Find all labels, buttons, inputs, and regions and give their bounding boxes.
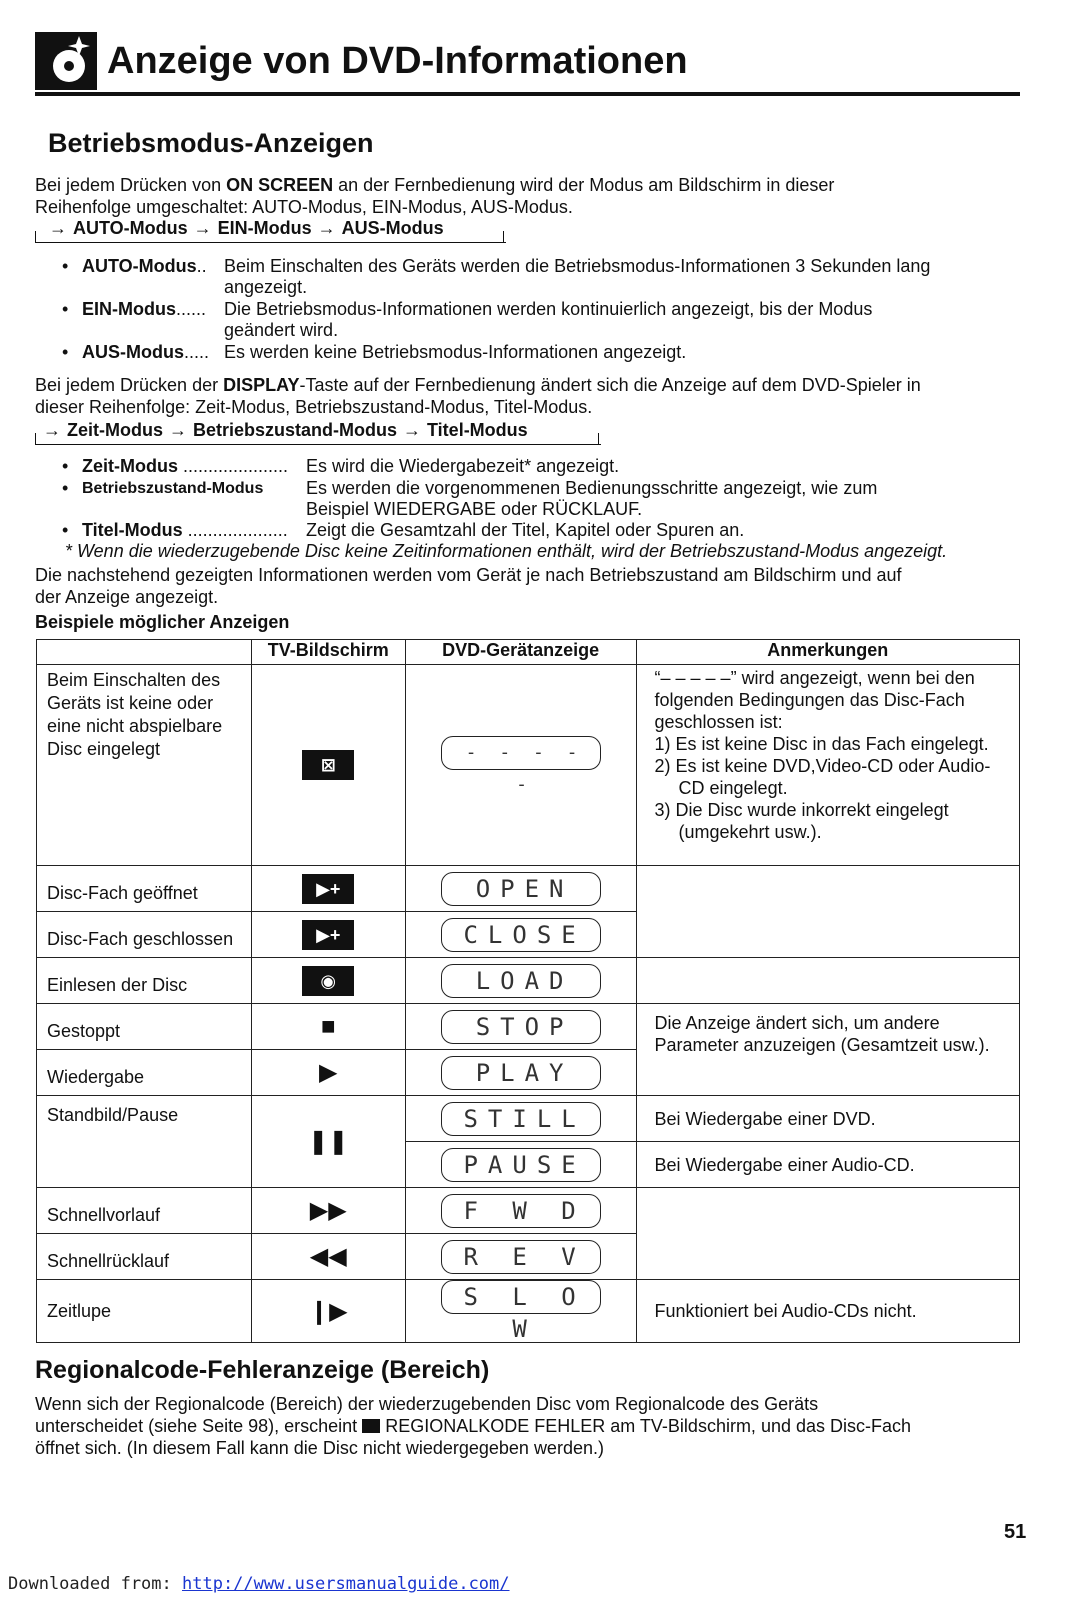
state-cell: Disc-Fach geöffnet xyxy=(37,866,252,912)
header-rule xyxy=(35,92,1020,96)
col-header-tv: TV-Bildschirm xyxy=(251,640,405,665)
term-leader: ...... xyxy=(176,299,207,319)
bullet-term xyxy=(82,456,288,477)
cycle-step-zeit: Zeit-Modus xyxy=(67,420,163,440)
desc-line: angezeigt. xyxy=(224,277,308,297)
bullet-dot: • xyxy=(62,299,69,319)
term-leader: .. xyxy=(196,256,207,276)
lcd-display: PAUSE xyxy=(441,1148,601,1182)
page-number: 51 xyxy=(1004,1521,1027,1543)
bullet-term xyxy=(82,478,263,499)
regionalcode-paragraph xyxy=(35,1393,1025,1459)
dvd-cell xyxy=(405,1096,636,1142)
intro-paragraph xyxy=(35,174,1025,218)
tv-cell xyxy=(251,958,405,1004)
dvd-cell xyxy=(405,665,636,866)
bullet-titel-modus xyxy=(62,520,1022,541)
lcd-display: CLOSE xyxy=(441,918,601,952)
cycle-loop-end xyxy=(503,231,504,242)
desc-line: geändert wird. xyxy=(224,320,339,340)
rewind-icon: ◀◀ xyxy=(309,1243,347,1270)
bullet-desc xyxy=(306,478,877,520)
cycle-step-aus: AUS-Modus xyxy=(341,218,444,238)
cycle-step-betriebszustand: Betriebszustand-Modus xyxy=(193,420,398,440)
display-text-c: dieser Reihenfolge: Zeit-Modus, Betriebszustand-Modus, Titel-Modus. xyxy=(35,397,593,417)
note-item: 2) Es ist keine DVD,Video-CD oder Audio-CD eingelegt. xyxy=(654,756,991,798)
bullet-zeit-modus xyxy=(62,456,1022,477)
lcd-display: - - - - - xyxy=(441,736,601,770)
state-cell: Beim Einschalten des Geräts ist keine oder eine nicht abspielbare Disc eingelegt xyxy=(37,665,252,866)
lcd-display: R E V xyxy=(441,1240,601,1274)
term-label: AUTO-Modus xyxy=(82,256,197,276)
display-text-b: -Taste auf der Fernbedienung ändert sich die Anzeige auf dem DVD-Spieler in xyxy=(299,375,921,395)
dvd-cell xyxy=(405,958,636,1004)
footnote: * Wenn die wiederzugebende Disc keine Zeitinformationen enthält, wird der Betriebszustand-Modus angezeigt. xyxy=(65,541,948,561)
intro-text-a: Bei jedem Drücken von xyxy=(35,175,227,195)
col-header-dvd: DVD-Gerätanzeige xyxy=(405,640,636,665)
desc-line: Es wird die Wiedergabezeit* angezeigt. xyxy=(306,456,620,476)
no-disc-icon: ⊠ xyxy=(302,750,354,780)
bullet-dot: • xyxy=(62,478,69,498)
desc-line: Beim Einschalten des Geräts werden die Betriebsmodus-Informationen 3 Sekunden lang xyxy=(224,256,931,276)
term-leader: ..... xyxy=(184,342,210,362)
note-text: “– – – – –” wird angezeigt, wenn bei den folgenden Bedingungen das Disc-Fach geschlossen ist: xyxy=(654,668,975,732)
desc-line: Zeigt die Gesamtzahl der Titel, Kapitel oder Spuren an. xyxy=(306,520,745,540)
table-row xyxy=(37,665,1020,866)
tv-cell xyxy=(251,665,405,866)
dvd-cell xyxy=(405,1188,636,1234)
desc-line: Beispiel WIEDERGABE oder RÜCKLAUF. xyxy=(306,499,643,519)
disc-info-icon xyxy=(35,32,97,90)
bullet-desc xyxy=(224,256,930,298)
table-intro xyxy=(35,564,1025,608)
cycle-step-titel: Titel-Modus xyxy=(427,420,528,440)
note-item: 3) Die Disc wurde inkorrekt eingelegt (umgekehrt usw.). xyxy=(654,800,949,842)
col-header-notes: Anmerkungen xyxy=(636,640,1019,665)
state-cell: Einlesen der Disc xyxy=(37,958,252,1004)
note-cell: Bei Wiedergabe einer DVD. xyxy=(636,1096,1019,1142)
note-item: 1) Es ist keine Disc in das Fach eingelegt. xyxy=(654,734,989,754)
tv-cell xyxy=(251,866,405,912)
mode-cycle-flow xyxy=(35,218,505,244)
cycle-steps: → AUTO-Modus → EIN-Modus → AUS-Modus xyxy=(49,218,444,238)
table-row xyxy=(37,1096,1020,1142)
bullet-dot: • xyxy=(62,256,69,276)
disc-loading-icon: ◉ xyxy=(302,966,354,996)
tray-close-icon: ▶+ xyxy=(302,920,354,950)
desc-line: Es werden keine Betriebsmodus-Informationen angezeigt. xyxy=(224,342,687,362)
table-row xyxy=(37,866,1020,912)
slow-motion-icon: ❙▶ xyxy=(308,1297,348,1325)
term-label: Betriebszustand-Modus xyxy=(82,480,264,497)
tray-open-icon: ▶+ xyxy=(302,874,354,904)
note-cell xyxy=(636,665,1019,866)
intro-text-b: an der Fernbedienung wird der Modus am Bildschirm in dieser xyxy=(333,175,835,195)
tv-cell xyxy=(251,1280,405,1343)
intro-text-c: Reihenfolge umgeschaltet: AUTO-Modus, EIN-Modus, AUS-Modus. xyxy=(35,197,573,217)
region-text-line: öffnet sich. (In diesem Fall kann die Disc nicht wiedergegeben werden.) xyxy=(35,1438,604,1458)
term-label: Zeit-Modus xyxy=(82,456,178,476)
term-label: EIN-Modus xyxy=(82,299,176,319)
table-row xyxy=(37,1280,1020,1343)
state-cell: Schnellvorlauf xyxy=(37,1188,252,1234)
tv-cell xyxy=(251,912,405,958)
bullet-dot: • xyxy=(62,456,69,476)
dvd-cell xyxy=(405,1050,636,1096)
tv-cell xyxy=(251,1234,405,1280)
lcd-display: OPEN xyxy=(441,872,601,906)
bullet-term xyxy=(82,342,209,363)
table-row xyxy=(37,1004,1020,1050)
bullet-aus-modus xyxy=(62,342,1022,363)
display-text-a: Bei jedem Drücken der xyxy=(35,375,224,395)
note-cell-empty xyxy=(636,1188,1019,1280)
cycle-step-ein: EIN-Modus xyxy=(217,218,312,238)
bullet-desc xyxy=(224,342,686,363)
term-label: AUS-Modus xyxy=(82,342,184,362)
term-leader: .................... xyxy=(182,520,288,540)
page-title: Anzeige von DVD-Informationen xyxy=(107,40,688,82)
table-intro-line: Die nachstehend gezeigten Informationen werden vom Gerät je nach Betriebszustand am Bildschirm und auf xyxy=(35,565,902,585)
cycle-loop-end xyxy=(598,433,599,444)
display-examples-table xyxy=(36,639,1020,1343)
section-title-betriebsmodus: Betriebsmodus-Anzeigen xyxy=(48,128,374,158)
region-text-line: Wenn sich der Regionalcode (Bereich) der wiederzugebenden Disc vom Regionalcode des Geräts xyxy=(35,1394,819,1414)
lcd-display: F W D xyxy=(441,1194,601,1228)
lcd-display: S L O W xyxy=(441,1280,601,1314)
state-cell: Standbild/Pause xyxy=(37,1096,252,1188)
col-header-state xyxy=(37,640,252,665)
page-header xyxy=(35,28,1020,94)
examples-title: Beispiele möglicher Anzeigen xyxy=(35,612,290,632)
table-row xyxy=(37,958,1020,1004)
display-cycle-flow xyxy=(35,420,600,446)
bullet-term xyxy=(82,299,206,320)
state-cell: Gestoppt xyxy=(37,1004,252,1050)
desc-line: Es werden die vorgenommenen Bedienungsschritte angezeigt, wie zum xyxy=(306,478,878,498)
bullet-dot: • xyxy=(62,520,69,540)
tv-cell xyxy=(251,1050,405,1096)
bullet-ein-modus xyxy=(62,299,1022,341)
note-cell-empty xyxy=(636,866,1019,958)
bullet-dot: • xyxy=(62,342,69,362)
bullet-term xyxy=(82,256,207,277)
lcd-display: LOAD xyxy=(441,964,601,998)
download-label: Downloaded from: xyxy=(8,1574,182,1594)
bullet-desc xyxy=(306,456,619,477)
bullet-betriebszustand-modus xyxy=(62,478,1022,520)
state-cell: Schnellrücklauf xyxy=(37,1234,252,1280)
state-cell: Zeitlupe xyxy=(37,1280,252,1343)
region-error-icon xyxy=(362,1419,380,1433)
bullet-desc xyxy=(306,520,744,541)
dvd-cell xyxy=(405,1234,636,1280)
dvd-cell xyxy=(405,1004,636,1050)
download-source xyxy=(8,1574,510,1594)
section-title-regionalcode: Regionalcode-Fehleranzeige (Bereich) xyxy=(35,1356,490,1384)
term-label: Titel-Modus xyxy=(82,520,183,540)
pause-icon: ❚❚ xyxy=(308,1128,349,1155)
display-paragraph xyxy=(35,374,1025,418)
state-cell: Wiedergabe xyxy=(37,1050,252,1096)
lcd-display: PLAY xyxy=(441,1056,601,1090)
cycle-step-auto: AUTO-Modus xyxy=(73,218,188,238)
dvd-cell xyxy=(405,912,636,958)
display-key: DISPLAY xyxy=(223,375,300,395)
bullet-desc xyxy=(224,299,872,341)
state-cell: Disc-Fach geschlossen xyxy=(37,912,252,958)
lcd-display: STOP xyxy=(441,1010,601,1044)
dvd-cell xyxy=(405,1142,636,1188)
tv-cell xyxy=(251,1188,405,1234)
dvd-cell xyxy=(405,1280,636,1343)
region-text-b: REGIONALKODE FEHLER am TV-Bildschirm, und das Disc-Fach xyxy=(380,1416,912,1436)
intro-key-on-screen: ON SCREEN xyxy=(226,175,334,195)
table-header-row xyxy=(37,640,1020,665)
term-leader: ..................... xyxy=(178,456,289,476)
cycle-steps: → Zeit-Modus → Betriebszustand-Modus → Titel-Modus xyxy=(43,420,528,440)
table-intro-line: der Anzeige angezeigt. xyxy=(35,587,219,607)
tv-cell xyxy=(251,1004,405,1050)
download-link[interactable]: http://www.usersmanualguide.com/ xyxy=(182,1574,510,1594)
play-icon: ▶ xyxy=(319,1059,338,1086)
table-row xyxy=(37,1188,1020,1234)
dvd-cell xyxy=(405,866,636,912)
note-cell: Funktioniert bei Audio-CDs nicht. xyxy=(636,1280,1019,1343)
desc-line: Die Betriebsmodus-Informationen werden kontinuierlich angezeigt, bis der Modus xyxy=(224,299,873,319)
note-cell: Die Anzeige ändert sich, um andere Parameter anzuzeigen (Gesamtzeit usw.). xyxy=(636,1004,1019,1096)
stop-icon: ■ xyxy=(321,1012,336,1040)
note-cell-empty xyxy=(636,958,1019,1004)
tv-cell xyxy=(251,1096,405,1188)
lcd-display: STILL xyxy=(441,1102,601,1136)
bullet-auto-modus xyxy=(62,256,1022,298)
fast-forward-icon: ▶▶ xyxy=(309,1197,347,1224)
note-cell: Bei Wiedergabe einer Audio-CD. xyxy=(636,1142,1019,1188)
region-text-a: unterscheidet (siehe Seite 98), erscheint xyxy=(35,1416,363,1436)
bullet-term xyxy=(82,520,288,541)
